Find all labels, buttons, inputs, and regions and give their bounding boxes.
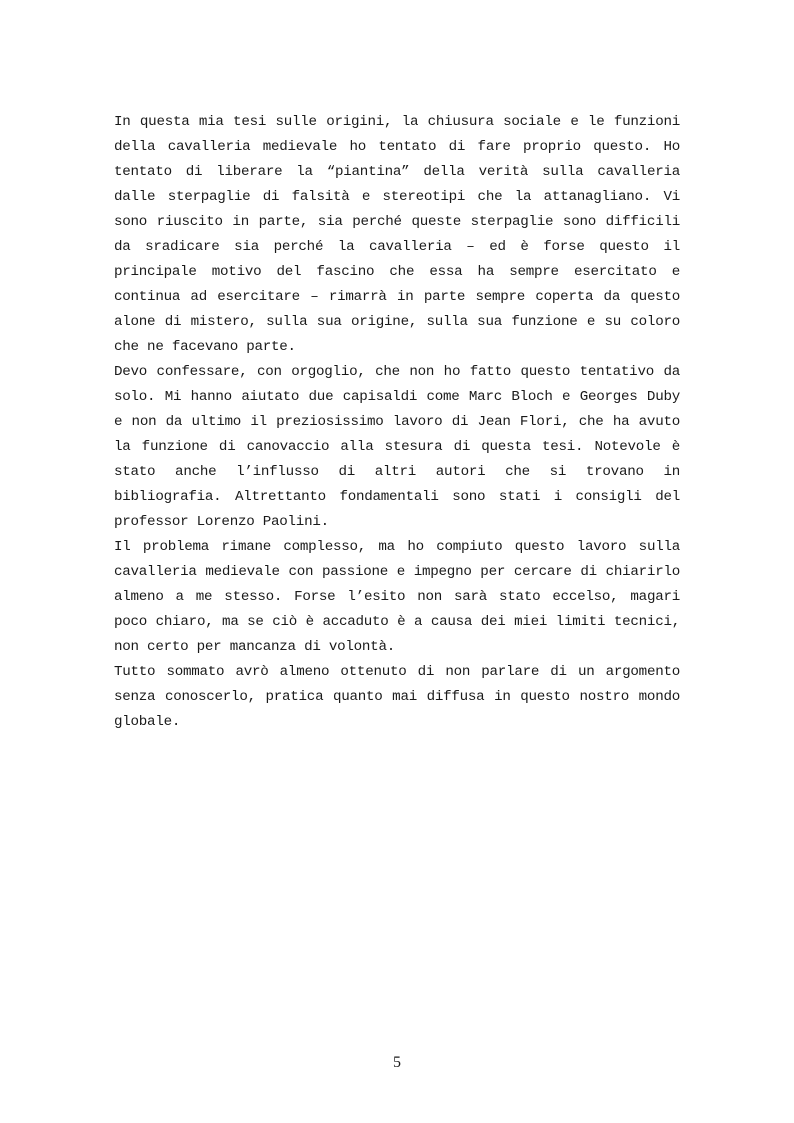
paragraph-2: Devo confessare, con orgoglio, che non ho fatto questo tentativo da solo. Mi hanno aiutato due capisaldi come Marc Bloch e Georges Duby e non da ultimo il preziosissimo lavoro di Jean Flori, che ha avuto la funzione di canovaccio alla stesura di questa tesi. Notevole è stato anche l’influsso di altri autori che si trovano in bibliografia. Altrettanto fondamentali sono stati i consigli del professor Lorenzo Paolini. xyxy=(114,364,680,530)
paragraph-3: Il problema rimane complesso, ma ho compiuto questo lavoro sulla cavalleria medievale con passione e impegno per cercare di chiarirlo almeno a me stesso. Forse l’esito non sarà stato eccelso, magari poco chiaro, ma se ciò è accaduto è a causa dei miei limiti tecnici, non certo per mancanza di volontà. xyxy=(114,539,680,655)
paragraph-4: Tutto sommato avrò almeno ottenuto di non parlare di un argomento senza conoscerlo, pratica quanto mai diffusa in questo nostro mondo globale. xyxy=(114,664,680,730)
paragraph-1: In questa mia tesi sulle origini, la chiusura sociale e le funzioni della cavalleria medievale ho tentato di fare proprio questo. Ho tentato di liberare la “piantina” della verità sulla cavalleria dalle sterpaglie di falsità e stereotipi che la attanagliano. Vi sono riuscito in parte, sia perché queste sterpaglie sono difficili da sradicare sia perché la cavalleria – ed è forse questo il principale motivo del fascino che essa ha sempre esercitato e continua ad esercitare – rimarrà in parte sempre coperta da questo alone di mistero, sulla sua origine, sulla sua funzione e su coloro che ne facevano parte. xyxy=(114,114,680,355)
body-text xyxy=(114,110,680,735)
page-number: 5 xyxy=(393,1054,401,1071)
